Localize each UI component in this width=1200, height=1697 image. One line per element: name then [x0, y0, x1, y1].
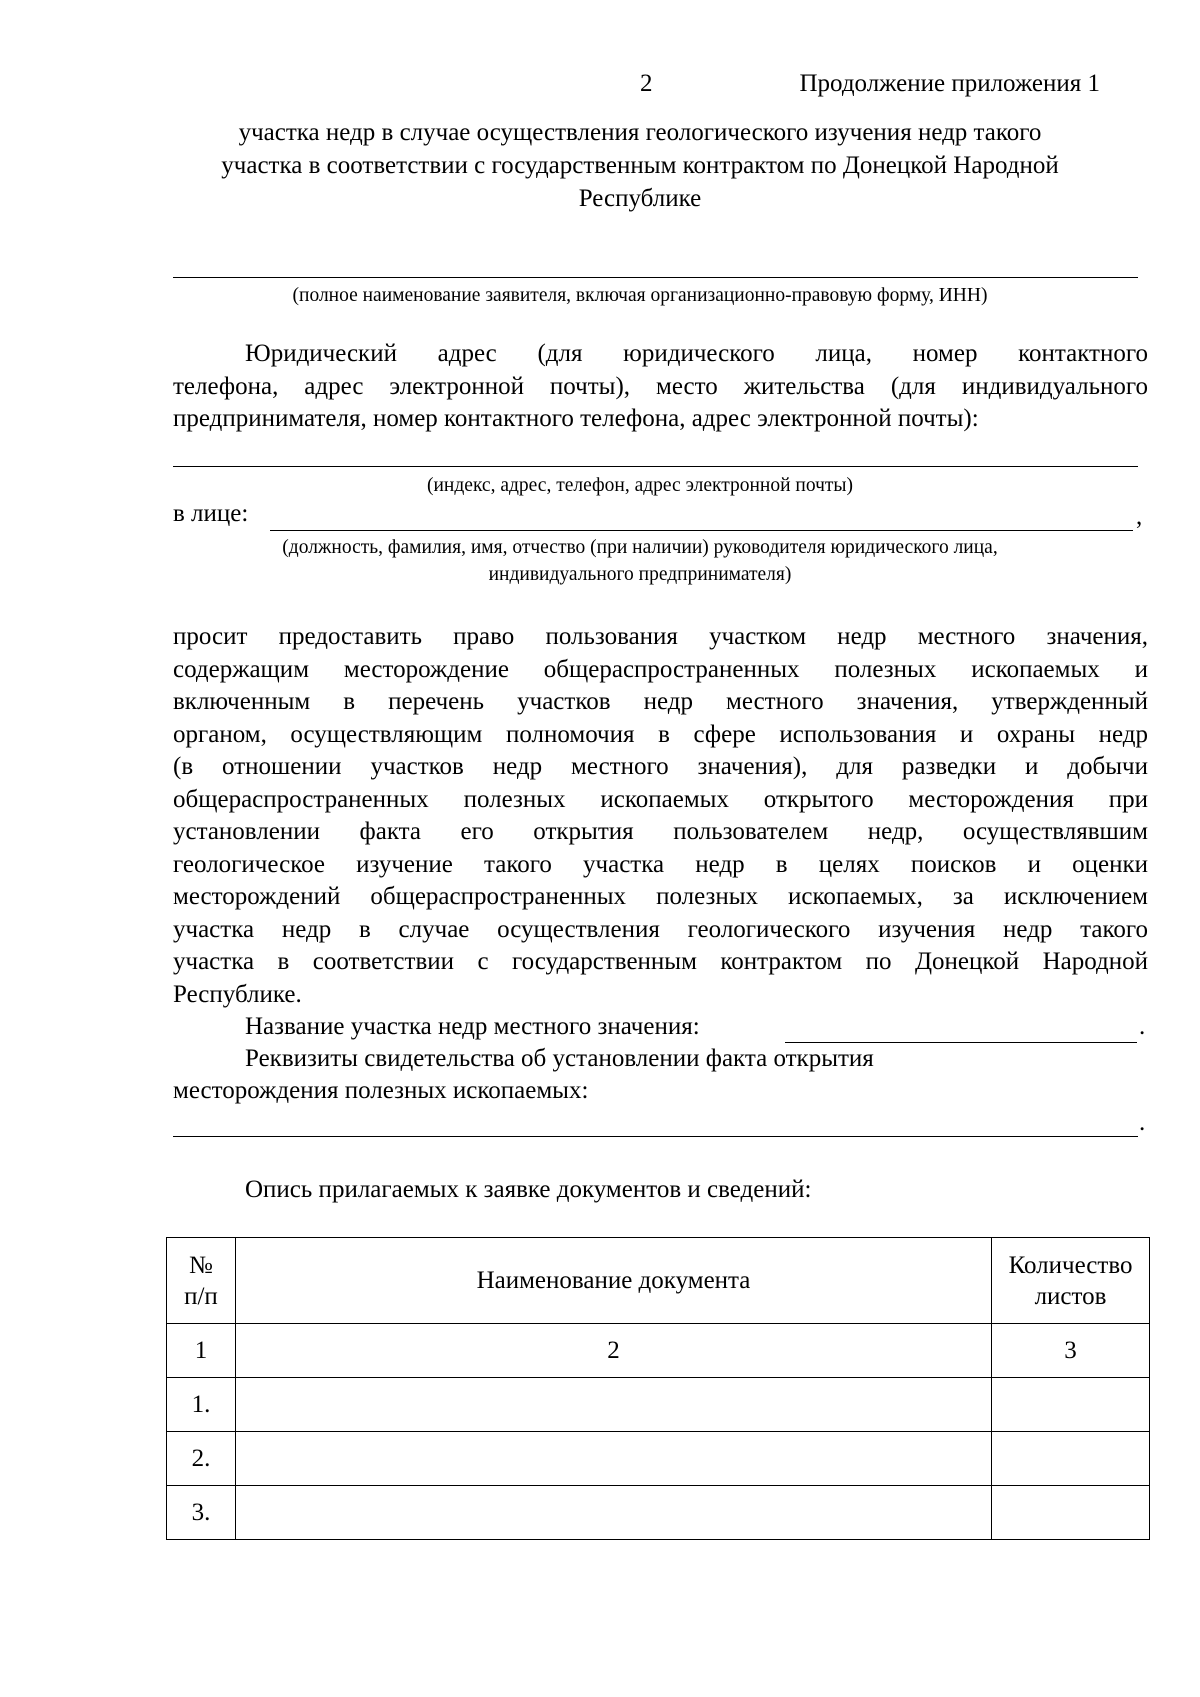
row-document-name[interactable] — [235, 1432, 991, 1486]
row-document-name[interactable] — [235, 1486, 991, 1540]
row-number: 3. — [167, 1486, 236, 1540]
applicant-caption: (полное наименование заявителя, включая организационно-правовую форму, ИНН) — [292, 285, 988, 306]
request-line: установлении факта его открытия пользователем недр, осуществлявшим — [173, 818, 1148, 845]
row-sheet-count[interactable] — [992, 1432, 1150, 1486]
representative-label: в лице: — [173, 500, 249, 527]
certificate-label-cont: месторождения полезных ископаемых: — [173, 1077, 589, 1104]
request-line: включенным в перечень участков недр местного значения, утвержденный — [173, 688, 1148, 715]
caption-line: (должность, фамилия, имя, отчество (при наличии) руководителя юридического лица, — [282, 537, 998, 558]
certificate-period: . — [1139, 1109, 1146, 1136]
continuation-label: Продолжение приложения 1 — [799, 70, 1100, 97]
representative-field[interactable] — [270, 530, 1133, 531]
request-line: просит предоставить право пользования участком недр местного значения, — [173, 623, 1148, 650]
header-count-line1: Количество — [1008, 1251, 1133, 1279]
table-row — [167, 1432, 1150, 1486]
request-paragraph — [173, 621, 1148, 1011]
header-document-name: Наименование документа — [235, 1238, 991, 1324]
certificate-label: Реквизиты свидетельства об установлении факта открытия — [245, 1045, 874, 1072]
table-row — [167, 1486, 1150, 1540]
address-field[interactable] — [173, 466, 1138, 467]
index-cell: 1 — [167, 1324, 236, 1378]
table-header-row — [167, 1238, 1150, 1324]
request-line: содержащим месторождение общераспространенных полезных ископаемых и — [173, 655, 1148, 683]
title-line: Республике — [578, 185, 702, 212]
index-cell: 3 — [992, 1324, 1150, 1378]
applicant-name-field[interactable] — [173, 277, 1138, 278]
site-name-label: Название участка недр местного значения: — [245, 1013, 700, 1040]
address-caption: (индекс, адрес, телефон, адрес электронной почты) — [427, 475, 853, 496]
row-document-name[interactable] — [235, 1378, 991, 1432]
address-paragraph — [173, 338, 1148, 436]
inventory-title: Опись прилагаемых к заявке документов и сведений: — [245, 1176, 812, 1203]
page-number: 2 — [640, 70, 653, 97]
site-name-field[interactable] — [785, 1042, 1137, 1043]
request-line: (в отношении участков недр местного значения), для разведки и добычи — [173, 753, 1148, 780]
inventory-table — [166, 1237, 1150, 1540]
document-title — [160, 116, 1120, 215]
title-line: участка недр в случае осуществления геологического изучения недр такого — [238, 119, 1042, 146]
site-name-period: . — [1139, 1013, 1146, 1040]
address-line: предпринимателя, номер контактного телефона, адрес электронной почты): — [173, 405, 979, 432]
header-count-line2: листов — [1034, 1282, 1107, 1310]
row-number: 1. — [167, 1378, 236, 1432]
header-number-abbr: п/п — [184, 1282, 218, 1310]
request-line: геологическое изучение такого участка недр в целях поисков и оценки — [173, 850, 1148, 878]
header-number-sign: № — [189, 1251, 213, 1279]
address-line: телефона, адрес электронной почты), место жительства (для индивидуального — [173, 372, 1148, 400]
row-sheet-count[interactable] — [992, 1486, 1150, 1540]
certificate-field[interactable] — [173, 1136, 1138, 1137]
representative-caption — [160, 534, 1120, 588]
row-number: 2. — [167, 1432, 236, 1486]
request-line: месторождений общераспространенных полезных ископаемых, за исключением — [173, 883, 1148, 910]
title-line: участка в соответствии с государственным контрактом по Донецкой Народной — [221, 152, 1059, 179]
table-index-row — [167, 1324, 1150, 1378]
row-sheet-count[interactable] — [992, 1378, 1150, 1432]
caption-line: индивидуального предпринимателя) — [488, 564, 792, 585]
request-line: общераспространенных полезных ископаемых открытого месторождения при — [173, 785, 1148, 813]
request-line: участка недр в случае осуществления геологического изучения недр такого — [173, 915, 1148, 943]
request-line: Республике. — [173, 980, 302, 1008]
request-line: участка в соответствии с государственным контрактом по Донецкой Народной — [173, 948, 1148, 975]
index-cell: 2 — [235, 1324, 991, 1378]
table-row — [167, 1378, 1150, 1432]
representative-comma: , — [1136, 503, 1143, 530]
request-line: органом, осуществляющим полномочия в сфере использования и охраны недр — [173, 720, 1148, 748]
address-line: Юридический адрес (для юридического лица, номер контактного — [245, 340, 1148, 367]
header-sheet-count — [992, 1238, 1150, 1324]
header-number — [167, 1238, 236, 1324]
